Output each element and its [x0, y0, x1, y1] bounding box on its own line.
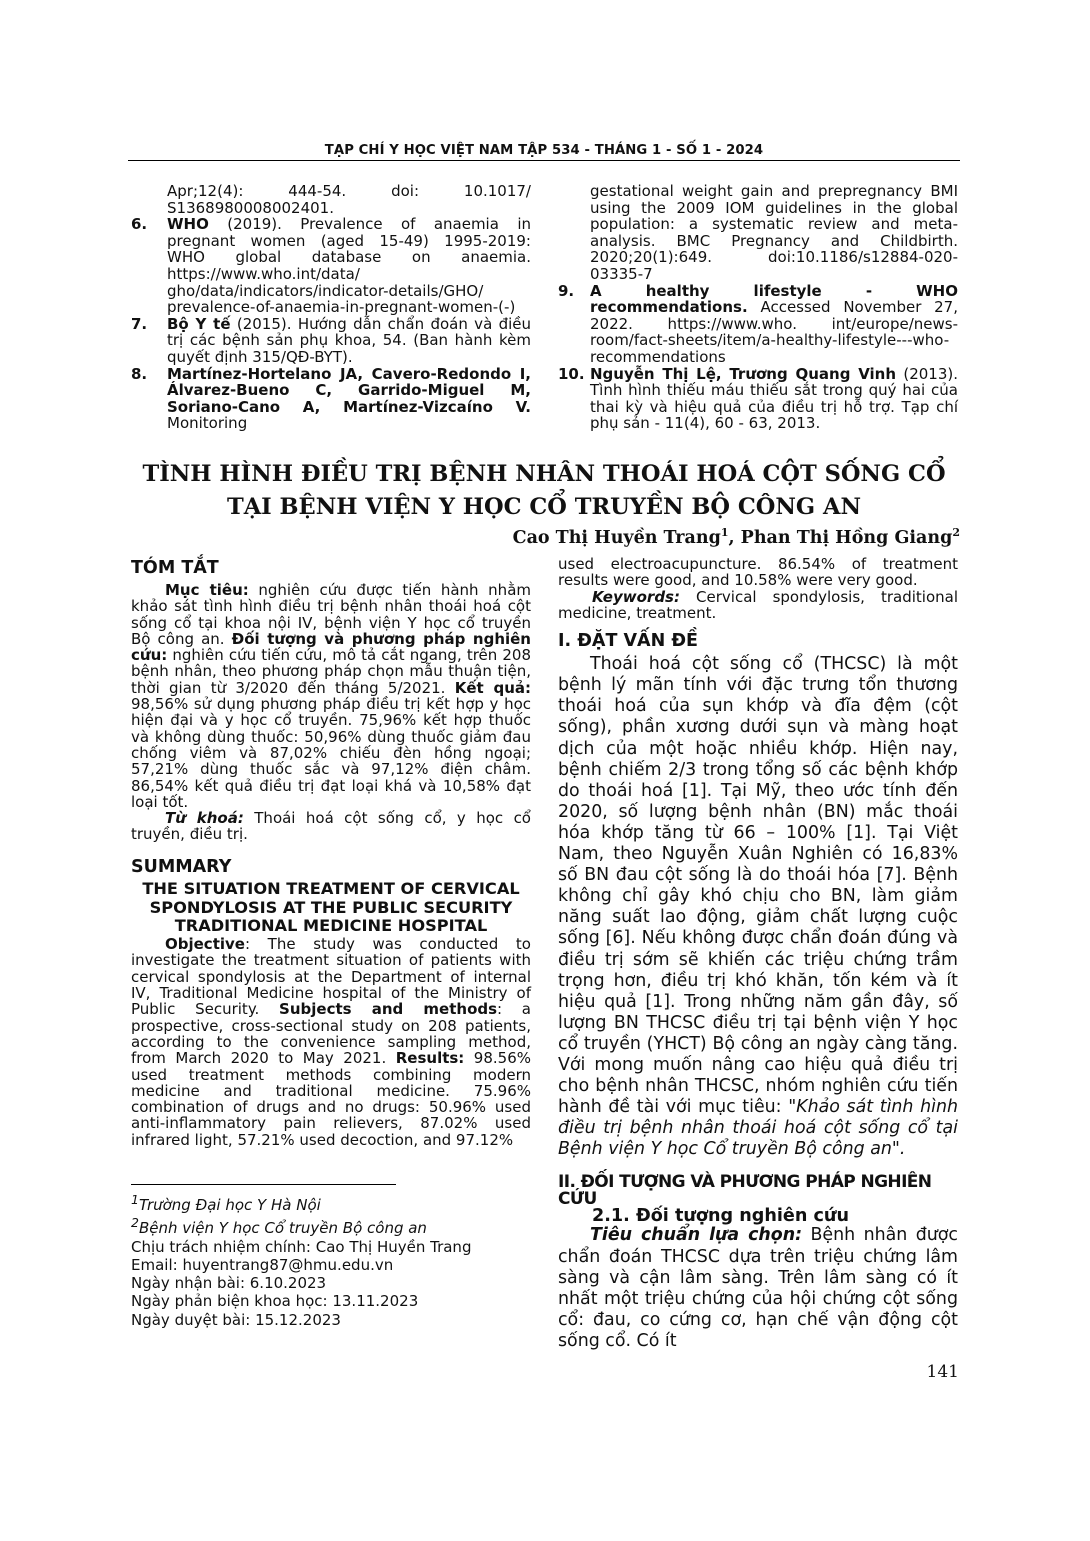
- section-2-heading: II. ĐỐI TƯỢNG VÀ PHƯƠNG PHÁP NGHIÊN CỨU: [558, 1172, 932, 1210]
- references-right: [558, 183, 958, 432]
- text-results: 98,56% sử dụng phương pháp điều trị kết hợp y học hiện đại và y học cổ truyền. 75,96% kết hợp thuốc và không dùng thuốc: 50,96% dùng thuốc giảm đau chống viêm và 87,02% chiếu đèn hồng ngoại; 57,21% dùng thuốc sắc và 97,12% điện châm. 86,54% kết quả điều trị đạt loại khá và 10,58% đạt loại tốt.: [131, 695, 531, 811]
- author-1-affil: 1: [720, 526, 729, 539]
- abstract-vi-para: [131, 582, 531, 810]
- section-1-objective-quote: "Khảo sát tình hình điều trị bệnh nhân thoái hoá cột sống cổ tại Bệnh viện Y học Cổ truyền Bộ công an".: [558, 1097, 958, 1160]
- text-methods: nghiên cứu tiến cứu, mô tả cắt ngang, trên 208 bệnh nhân, theo phương pháp chọn mẫu thuận tiện, thời gian từ 3/2020 đến tháng 5/2021.: [131, 646, 531, 697]
- footnote-text: Trường Đại học Y Hà Nội: [138, 1196, 321, 1214]
- title-line-1: TÌNH HÌNH ĐIỀU TRỊ BỆNH NHÂN THOÁI HOÁ CỘT SỐNG CỔ: [142, 461, 946, 487]
- summary-heading: SUMMARY: [131, 856, 232, 877]
- label-keywords: Từ khoá:: [165, 809, 244, 828]
- text-methods: : a prospective, cross-sectional study on 208 patients, according to the convenience sampling method, from March 2020 to May 2021.: [131, 1000, 531, 1068]
- section-2-para: [558, 1225, 958, 1352]
- footnote-mark: 1: [131, 1192, 139, 1207]
- text-keywords: Cervical spondylosis, traditional medicine, treatment.: [558, 587, 958, 622]
- reference-author: Martínez-Hortelano JA, Cavero-Redondo I, Álvarez-Bueno C, Garrido-Miguel M, Soriano-Cano A, Martínez-Vizcaíno V.: [167, 364, 531, 416]
- reference-8: [131, 366, 531, 432]
- author-1: Cao Thị Huyền Trang: [512, 527, 721, 548]
- reference-text: (2013). Tình hình thiếu máu thiếu sắt trong quý hai của thai kỳ và hiệu quả của điều trị hỗ trợ. Tạp chí phụ sản - 11(4), 60 - 63, 2013.: [590, 364, 958, 433]
- journal-header: TẠP CHÍ Y HỌC VIỆT NAM TẬP 534 - THÁNG 1 - SỐ 1 - 2024: [324, 143, 764, 158]
- reference-text: (2019). Prevalence of anaemia in pregnant women (aged 15-49) 1995-2019: WHO global database on anaemia. https://www.who.int/data/ gho/data/indicators/indicator-details/GHO/ prevalence-of-anaemia-in-pregnant-women-(-): [167, 215, 531, 317]
- text-keywords: Thoái hoá cột sống cổ, y học cổ truyền, điều trị.: [131, 809, 531, 844]
- section-1-heading: I. ĐẶT VẤN ĐỀ: [558, 631, 698, 652]
- right-column: [558, 556, 958, 1352]
- footnote-mark: 2: [131, 1215, 139, 1231]
- abstract-en-cont-para: used electroacupuncture. 86.54% of treatment results were good, and 10.58% were very good.: [558, 555, 958, 590]
- section-2-body: [558, 1225, 958, 1352]
- reference-number: 10.: [558, 364, 585, 383]
- article-title: [128, 458, 960, 524]
- label-objective: Mục tiêu:: [165, 581, 249, 599]
- text-results: 98.56% used treatment methods combining modern medicine and traditional medicine. 75.96% combination of drugs and no drugs: 50.96% used anti-inflammatory pain relievers, 87.02% used infrared light, 57.21% used decoction, and 97.12%: [131, 1049, 531, 1149]
- header-rule: [128, 160, 960, 161]
- reference-author: Nguyễn Thị Lệ, Trương Quang Vinh: [590, 364, 897, 383]
- reference-number: 8.: [131, 364, 148, 383]
- footnote-text: Bệnh viện Y học Cổ truyền Bộ công an: [138, 1219, 427, 1238]
- reference-10: [558, 366, 958, 432]
- keywords-en: [558, 589, 958, 622]
- reference-8-cont: [558, 183, 958, 283]
- label-keywords: Keywords:: [592, 587, 680, 606]
- date-received: Ngày nhận bài: 6.10.2023: [131, 1274, 327, 1293]
- section-1-para: [558, 654, 958, 1160]
- footnote-rule: [131, 1184, 396, 1185]
- left-column: [131, 560, 531, 1148]
- text-inclusion-criteria: Bệnh nhân được chẩn đoán THCSC dựa trên triệu chứng lâm sàng và cận lâm sàng. Trên lâm sàng có ít nhất một triệu chứng của hội chứng cột sống cổ: đau, co cứng cơ, hạn chế vận động cột sống cổ. Có ít: [558, 1225, 958, 1351]
- abstract-vi: [131, 582, 531, 843]
- label-methods: Đối tượng và phương pháp nghiên cứu:: [131, 629, 531, 665]
- text-objective: : The study was conducted to investigate the treatment situation of patients with cervical spondylosis at the Department of internal IV, Traditional Medicine hospital of the Ministry of Public Security.: [131, 935, 531, 1019]
- reference-number: 6.: [131, 215, 148, 234]
- abstract-en-cont: [558, 556, 958, 621]
- abstract-en-para: [131, 936, 531, 1148]
- author-2-affil: 2: [952, 526, 960, 539]
- abstract-en: [131, 936, 531, 1148]
- footnote-2: [131, 1214, 471, 1237]
- reference-text: Apr;12(4): 444-54. doi: 10.1017/ S1368980008002401.: [167, 182, 531, 217]
- reference-text: Accessed November 27, 2022. https://www.who. int/europe/news-room/fact-sheets/item/a-healthy-lifestyle---who-recommendations: [590, 298, 958, 366]
- reference-5-cont: [131, 183, 531, 216]
- authors: [513, 524, 960, 547]
- footnotes: [131, 1191, 471, 1329]
- reference-author: Bộ Y tế: [167, 314, 231, 333]
- date-reviewed: Ngày phản biện khoa học: 13.11.2023: [131, 1292, 419, 1311]
- reference-author: WHO: [167, 215, 209, 234]
- label-methods: Subjects and methods: [279, 1000, 498, 1019]
- label-results: Kết quả:: [454, 678, 532, 697]
- date-accepted: Ngày duyệt bài: 15.12.2023: [131, 1310, 341, 1329]
- references-left: [131, 183, 531, 432]
- author-2: Phan Thị Hồng Giang: [740, 527, 953, 548]
- reference-text: (2015). Hướng dẫn chẩn đoán và điều trị các bệnh sản phụ khoa, 54. (Ban hành kèm quyết định 315/QĐ-BYT).: [167, 314, 532, 366]
- email: Email: huyentrang87@hmu.edu.vn: [131, 1255, 394, 1274]
- reference-text: Monitoring: [167, 414, 248, 433]
- text-objective: nghiên cứu được tiến hành nhằm khảo sát tình hình điều trị bệnh nhân thoái hoá cột sống cổ tại khoa nội IV, bệnh viện Y học cổ truyền Bộ công an.: [131, 581, 531, 648]
- reference-7: [131, 316, 531, 366]
- section-1-body: [558, 654, 958, 1160]
- corresponding-author: Chịu trách nhiệm chính: Cao Thị Huyền Trang: [131, 1237, 472, 1256]
- author-separator: ,: [728, 527, 741, 548]
- label-results: Results:: [395, 1049, 465, 1068]
- reference-text: gestational weight gain and prepregnancy BMI using the 2009 IOM guidelines in the global population: a systematic review and meta-analysis. BMC Pregnancy and Childbirth. 2020;20(1):649. doi:10.1186/s12884-020-03335-7: [590, 182, 958, 283]
- summary-title: THE SITUATION TREATMENT OF CERVICAL SPONDYLOSIS AT THE PUBLIC SECURITY TRADITIONAL MEDICINE HOSPITAL: [142, 878, 520, 936]
- label-inclusion-criteria: Tiêu chuẩn lựa chọn:: [590, 1225, 803, 1246]
- reference-6: [131, 216, 531, 316]
- label-objective: Objective: [165, 935, 245, 954]
- keywords-vi: [131, 810, 531, 843]
- page-number: 141: [926, 1362, 959, 1382]
- abstract-vi-heading: TÓM TẮT: [131, 558, 219, 578]
- title-line-2: TẠI BỆNH VIỆN Y HỌC CỔ TRUYỀN BỘ CÔNG AN: [226, 494, 862, 520]
- reference-9: [558, 283, 958, 366]
- section-1-text: Thoái hoá cột sống cổ (THCSC) là một bệnh lý mãn tính với đặc trưng tổn thương thoái hoá của sụn khớp và đĩa đệm (cột sống), phần xương dưới sụn và màng hoạt dịch của một hoặc nhiều khớp. Hiện nay, bệnh chiếm 2/3 trong tổng số các bệnh khớp do thoái hoá [1]. Tại Mỹ, theo ước tính đến 2020, số lượng bệnh nhân (BN) mắc thoái hóa khớp tăng từ 66 – 100% [1]. Tại Việt Nam, theo Nguyễn Xuân Nghiên có 16,83% số BN đau cột sống là do thoái hóa [7]. Bệnh không chỉ gây khó chịu cho BN, làm giảm năng suất lao động, giảm chất lượng cuộc sống [6]. Nếu không được chẩn đoán đúng và điều trị sớm sẽ khiến các triệu chứng trầm trọng hơn, điều trị khó khăn, tốn kém và ít hiệu quả [1]. Trong những năm gần đây, số lượng BN THCSC điều trị tại bệnh viện Y học cổ truyền (YHCT) Bộ công an ngày càng tăng. Với mong muốn nâng cao hiệu quả điều trị cho bệnh nhân THCSC, nhóm nghiên cứu tiến hành đề tài với mục tiêu:: [558, 654, 958, 1118]
- reference-author: A healthy lifestyle - WHO recommendations.: [590, 281, 958, 317]
- reference-number: 9.: [558, 281, 575, 300]
- reference-number: 7.: [131, 314, 148, 333]
- section-2-1-heading: 2.1. Đối tượng nghiên cứu: [592, 1206, 849, 1227]
- footnote-1: [131, 1191, 471, 1214]
